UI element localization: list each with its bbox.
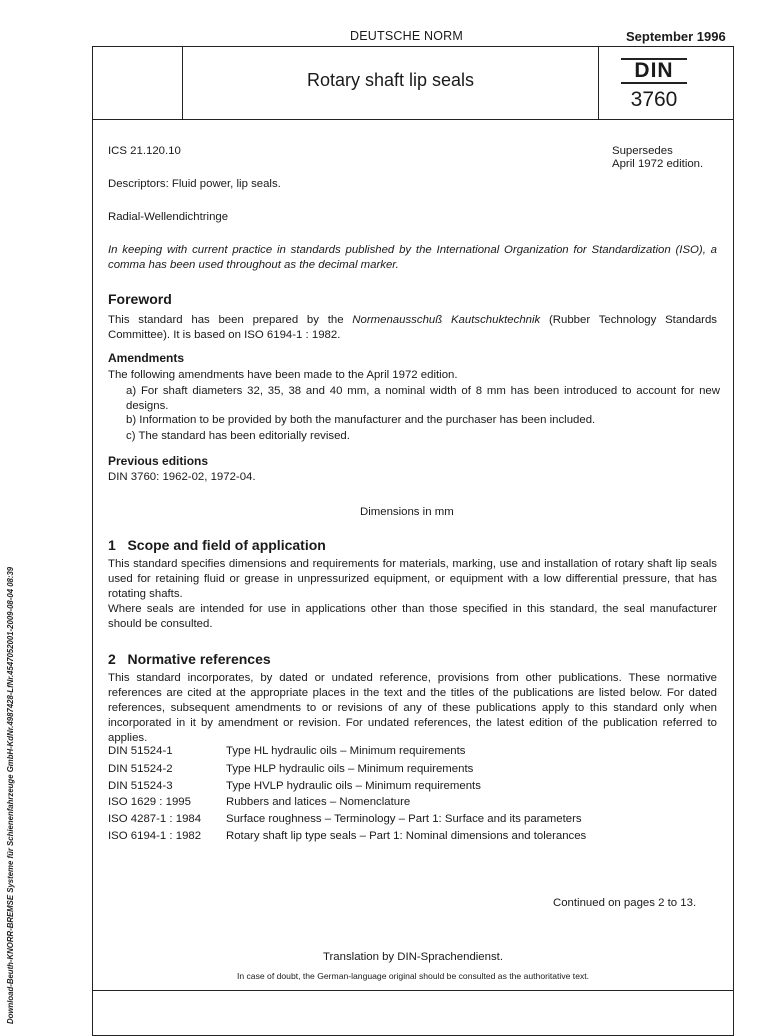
foreword-text-post: (Rubber Technology Standards Committee). It is based on ISO 6194-1 : 1982. (108, 314, 717, 341)
foreword-text-pre: This standard has been prepared by the (108, 314, 353, 326)
publication-date: September 1996 (626, 29, 726, 44)
translation-note: Translation by DIN-Sprachendienst. (322, 951, 503, 963)
footer-rule (92, 990, 734, 991)
reference-title: Type HL hydraulic oils – Minimum requirements (226, 745, 466, 757)
reference-id: DIN 51524-1 (108, 745, 173, 757)
ics-code: ICS 21.120.10 (108, 145, 181, 157)
section-1-paragraph: This standard specifies dimensions and requirements for materials, marking, use and installation of rotary shaft lip seals used for retaining fluid or grease in unpressurized equipment, or equipment with a low differential pressure, that has rotating shafts. (108, 558, 717, 600)
authoritative-text-note: In case of doubt, the German-language original should be consulted as the authoritative text. (236, 971, 590, 981)
amendment-item: a) For shaft diameters 32, 35, 38 and 40 mm, a nominal width of 8 mm has been introduced to account for new designs. (126, 385, 720, 412)
standard-number: 3760 (630, 88, 678, 111)
amendment-item: b) Information to be provided by both the manufacturer and the purchaser has been included. (126, 414, 596, 426)
section-2-paragraph: This standard incorporates, by dated or undated reference, provisions from other publications. These normative references are cited at the appropriate places in the text and the titles of the publications are listed below. For dated references, subsequent amendments to or revisions of any of these publications apply to this standard only when incorporated in it by amendment or revision. For undated references, the latest edition of the publication referred to applies. (108, 672, 717, 744)
reference-id: DIN 51524-3 (108, 780, 173, 792)
foreword-text (108, 313, 717, 343)
section-1-heading: 1 Scope and field of application (108, 537, 326, 553)
section-2-heading: 2 Normative references (108, 651, 271, 667)
previous-editions-text: DIN 3760: 1962-02, 1972-04. (108, 471, 256, 483)
amendments-heading: Amendments (108, 351, 185, 365)
reference-id: ISO 6194-1 : 1982 (108, 830, 202, 842)
section-1-paragraph: Where seals are intended for use in applications other than those specified in this standard, the seal manufacturer should be consulted. (108, 603, 717, 630)
reference-title: Rubbers and latices – Nomenclature (226, 796, 411, 808)
reference-title: Type HVLP hydraulic oils – Minimum requirements (226, 780, 481, 792)
previous-editions-heading: Previous editions (108, 454, 209, 468)
din-logo: DIN (621, 58, 687, 84)
reference-title: Type HLP hydraulic oils – Minimum requirements (226, 763, 474, 775)
document-title: Rotary shaft lip seals (306, 70, 475, 90)
foreword-heading: Foreword (108, 291, 172, 307)
amendment-item: c) The standard has been editorially revised. (126, 430, 350, 442)
continued-note: Continued on pages 2 to 13. (553, 897, 697, 909)
supersedes-edition: April 1972 edition. (612, 158, 704, 170)
german-title: Radial-Wellendichtringe (108, 211, 229, 223)
decimal-marker-note: In keeping with current practice in standards published by the International Organization for Standardization (ISO), a comma has been used throughout as the decimal marker. (108, 244, 717, 271)
reference-title: Rotary shaft lip type seals – Part 1: Nominal dimensions and tolerances (226, 830, 587, 842)
reference-title: Surface roughness – Terminology – Part 1: Surface and its parameters (226, 813, 582, 825)
committee-name: Normenausschuß Kautschuktechnik (352, 314, 541, 326)
supersedes-label: Supersedes (612, 145, 673, 157)
amendments-intro: The following amendments have been made to the April 1972 edition. (108, 369, 458, 381)
norm-label: DEUTSCHE NORM (350, 29, 464, 43)
reference-id: DIN 51524-2 (108, 763, 173, 775)
descriptors: Descriptors: Fluid power, lip seals. (108, 178, 281, 190)
reference-id: ISO 1629 : 1995 (108, 796, 191, 808)
download-watermark: Download-Beuth-KNORR-BREMSE Systeme für Schienenfahrzeuge GmbH-KdNr.4987428-LfNr.4547052001-2009-08-04 08:39 (6, 566, 15, 1024)
reference-id: ISO 4287-1 : 1984 (108, 813, 202, 825)
title-divider (598, 46, 599, 120)
dimensions-note: Dimensions in mm (360, 506, 454, 518)
